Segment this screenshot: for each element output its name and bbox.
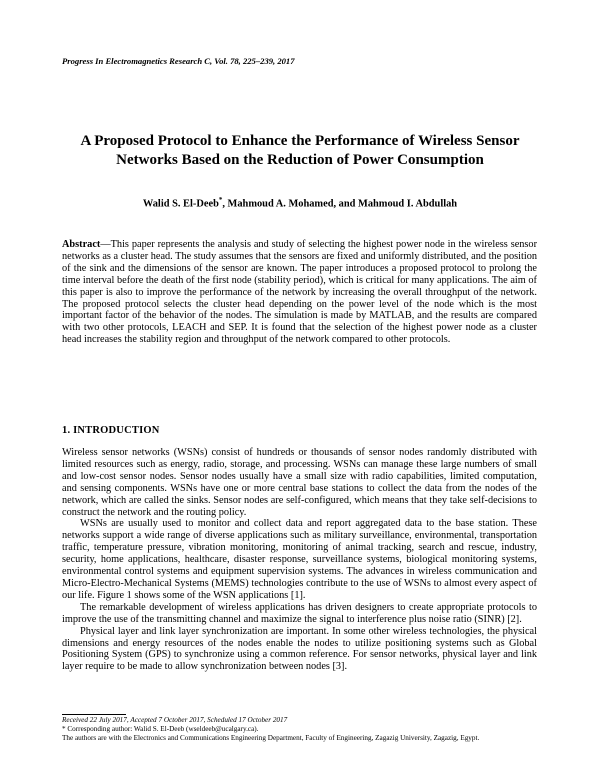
introduction-body <box>62 447 537 673</box>
paper-title <box>40 132 560 170</box>
footnotes <box>62 716 537 744</box>
intro-paragraph-3: The remarkable development of wireless applications has driven designers to create appropriate protocols to improve the use of the transmitting channel and maximize the signal to interference plus noise ratio (SINR) [2]. <box>62 601 537 625</box>
author-1: Walid S. El-Deeb <box>142 198 219 210</box>
footnote-affiliation: The authors are with the Electronics and Communications Engineering Department, Faculty of Engineering, Zagazig University, Zagazig, Egypt. <box>62 734 480 743</box>
intro-paragraph-1: Wireless sensor networks (WSNs) consist of hundreds or thousands of sensor nodes randomly distributed with limited resources such as energy, radio, storage, and processing. WSNs can manage these large numbers of small and low-cost sensor nodes. Sensor nodes usually have a small size with radio capabilities, limited computation, and sensing components. WSNs have one or more central base stations to collect the data from the nodes of the network, which are called the sinks. Sensor nodes are self-configured, which means that they take self-decisions to construct the network and the routing policy. <box>62 447 537 518</box>
title-line-1: A Proposed Protocol to Enhance the Performance of Wireless Sensor <box>80 133 520 149</box>
corresponding-author-mark: * <box>218 196 223 204</box>
section-heading-introduction: 1. INTRODUCTION <box>62 425 160 436</box>
title-line-2: Networks Based on the Reduction of Power Consumption <box>116 152 484 168</box>
abstract-text: —This paper represents the analysis and study of selecting the highest power node in the wireless sensor networks as a cluster head. The study assumes that the sensors are fixed and uniformly distributed, and the position of the sink and the dimensions of the sensor are known. The paper introduces a proposed protocol to prolong the time interval before the death of the first node (stability period), which is critical for many applications. The aim of this paper is also to improve the performance of the network by increasing the overall throughput of the network. The proposed protocol selects the cluster head depending on the power level of the node which is the most important factor of the behavior of the nodes. The simulation is made by MATLAB, and the results are compared with two other protocols, LEACH and SEP. It is found that the selection of the highest power node as a cluster head increases the stability region and throughput of the network compared to other protocols. <box>62 239 537 346</box>
journal-header: Progress In Electromagnetics Research C, Vol. 78, 225–239, 2017 <box>62 56 295 66</box>
footnote-received: Received 22 July 2017, Accepted 7 October 2017, Scheduled 17 October 2017 <box>62 716 288 724</box>
footnote-corresponding-author: * Corresponding author: Walid S. El-Deeb (wseldeeb@ucalgary.ca). <box>62 725 259 734</box>
other-authors: , Mahmoud A. Mohamed, and Mahmoud I. Abdullah <box>222 198 458 210</box>
intro-paragraph-4: Physical layer and link layer synchronization are important. In some other wireless technologies, the physical dimensions and energy resources of the nodes enable the nodes to utilize positioning systems such as Global Positioning System (GPS) to synchronize using a common reference. For sensor networks, physical layer and link layer require to be made to allow synchronization between nodes [3]. <box>62 625 537 673</box>
footnote-divider <box>62 714 126 715</box>
intro-paragraph-2: WSNs are usually used to monitor and collect data and report aggregated data to the base station. These networks support a wide range of diverse applications such as military surveillance, environmental, transportation traffic, temperature pressure, vibration monitoring, monitoring of animal tracking, search and rescue, industry, security, home applications, healthcare, disaster response, surveillance systems, biological monitoring systems, environmental control systems and equipment supervision systems. The advances in wireless communication and Micro-Electro-Mechanical Systems (MEMS) technologies contribute to the use of WSNs to almost every aspect of our life. Figure 1 shows some of the WSN applications [1]. <box>62 518 537 601</box>
abstract <box>62 239 537 346</box>
author-list <box>40 196 560 209</box>
abstract-label: Abstract <box>62 239 101 250</box>
